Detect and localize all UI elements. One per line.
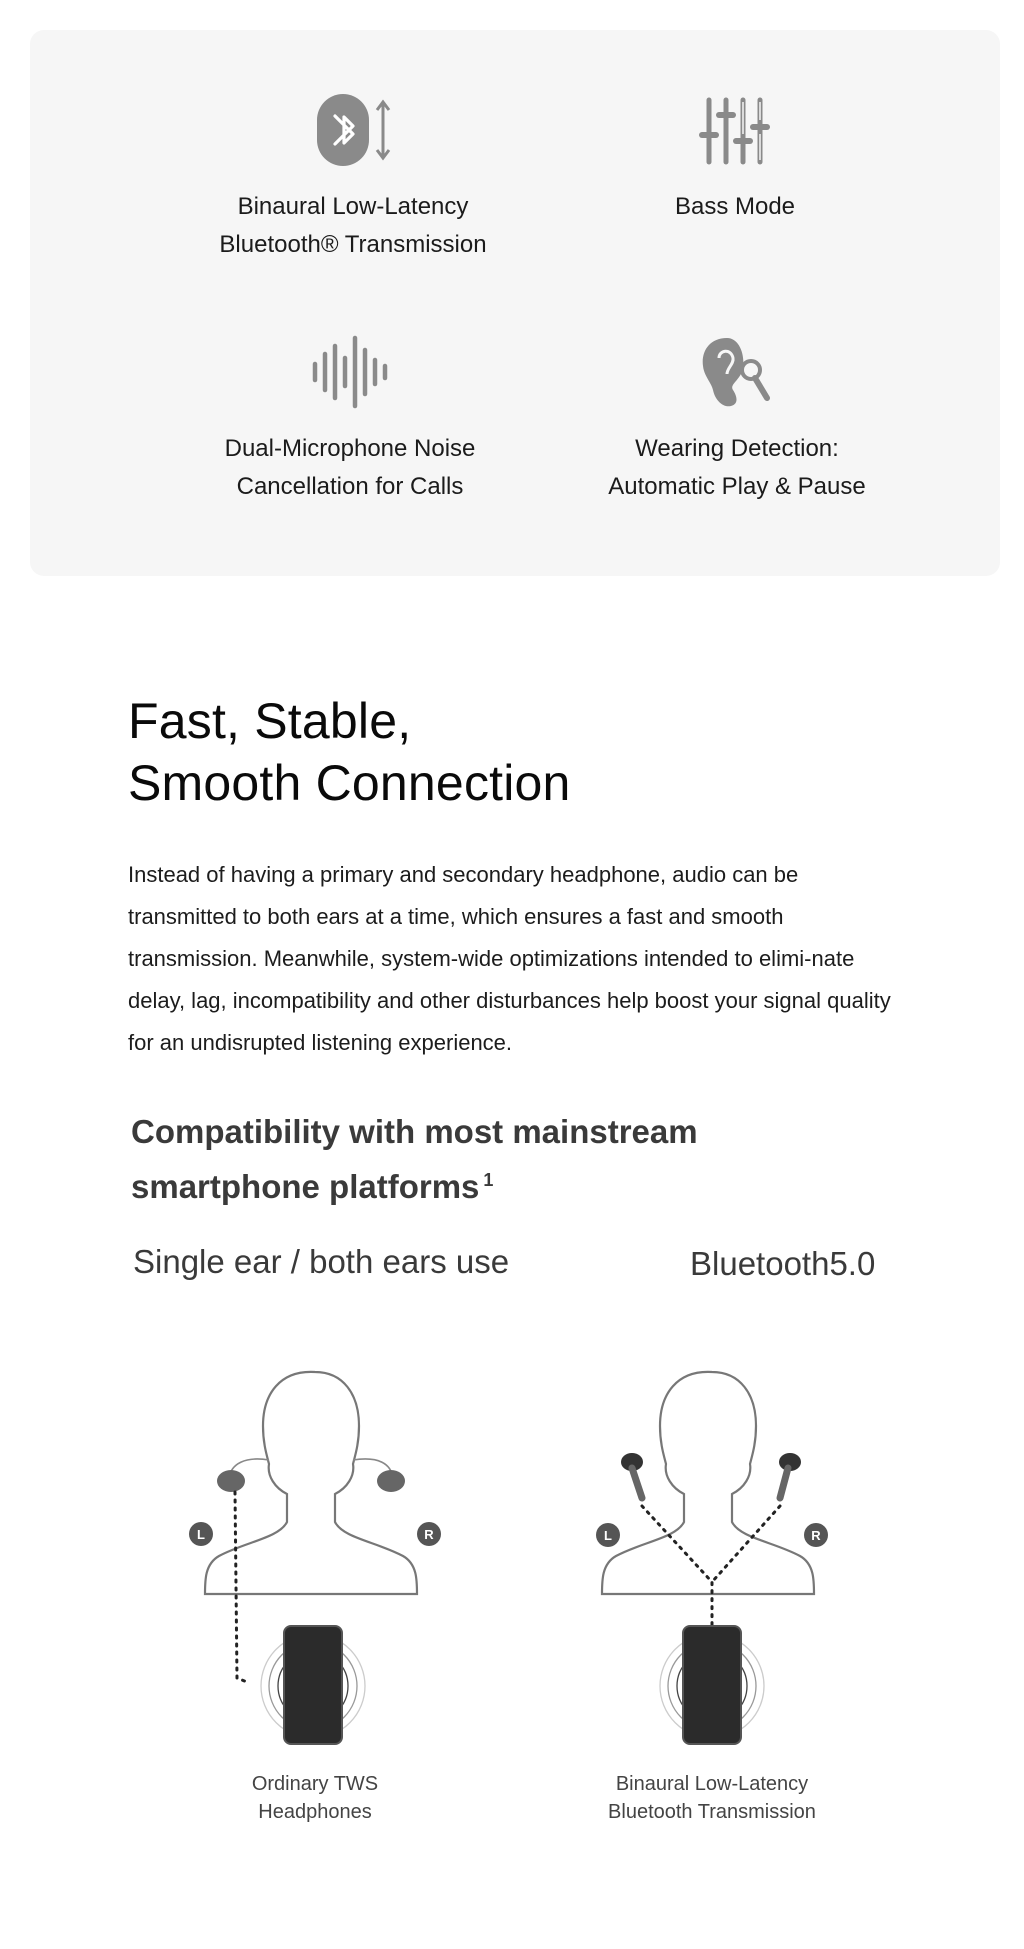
right-earbud bbox=[779, 1453, 801, 1498]
signal-path-left bbox=[642, 1506, 712, 1628]
right-badge bbox=[804, 1523, 828, 1547]
earbud-wires bbox=[229, 1459, 393, 1478]
svg-text:R: R bbox=[424, 1527, 434, 1542]
headline-line1: Fast, Stable, bbox=[128, 693, 412, 749]
compat-line2: smartphone platforms bbox=[131, 1168, 480, 1205]
caption-line1: Ordinary TWS bbox=[251, 1773, 379, 1795]
bluetooth-version-label: Bluetooth5.0 bbox=[690, 1245, 876, 1282]
smartphone bbox=[284, 1626, 342, 1744]
bluetooth-icon bbox=[313, 90, 393, 170]
feature-label-line2: Cancellation for Calls bbox=[236, 473, 464, 500]
feature-dual-mic bbox=[170, 330, 530, 506]
svg-text:R: R bbox=[811, 1528, 821, 1543]
left-earbud bbox=[217, 1470, 245, 1492]
smartphone bbox=[683, 1626, 741, 1744]
signal-path bbox=[235, 1492, 247, 1682]
binaural-diagram bbox=[564, 1360, 864, 1760]
ordinary-tws-diagram bbox=[165, 1360, 465, 1760]
left-badge bbox=[596, 1523, 620, 1547]
caption-line2: Headphones bbox=[258, 1801, 372, 1823]
features-panel bbox=[30, 30, 1000, 576]
feature-label-line1: Wearing Detection: bbox=[635, 435, 839, 462]
feature-label-line2: Bluetooth® Transmission bbox=[219, 231, 487, 258]
caption-line2: Bluetooth Transmission bbox=[608, 1801, 816, 1823]
diagram-caption-ordinary bbox=[165, 1770, 465, 1826]
feature-label-line1: Bass Mode bbox=[674, 193, 796, 220]
compatibility-heading bbox=[131, 1108, 698, 1211]
equalizer-icon bbox=[695, 90, 775, 170]
headline-line2: Smooth Connection bbox=[128, 755, 571, 811]
sound-wave-icon bbox=[309, 332, 391, 412]
svg-text:L: L bbox=[197, 1527, 205, 1542]
section-headline bbox=[128, 690, 571, 814]
feature-wearing-detection bbox=[557, 330, 917, 506]
single-ear-label: Single ear / both ears use bbox=[133, 1243, 510, 1280]
caption-line1: Binaural Low-Latency bbox=[615, 1773, 809, 1795]
ear-detection-icon bbox=[697, 332, 777, 412]
svg-text:L: L bbox=[604, 1528, 612, 1543]
feature-bass-mode bbox=[555, 88, 915, 226]
feature-label-line2: Automatic Play & Pause bbox=[608, 473, 866, 500]
diagram-caption-binaural bbox=[562, 1770, 862, 1826]
left-earbud bbox=[621, 1453, 643, 1498]
footnote-marker: 1 bbox=[483, 1170, 494, 1190]
compat-line1: Compatibility with most mainstream bbox=[131, 1113, 698, 1150]
section-body-text: Instead of having a primary and secondary headphone, audio can be transmitted to both ears at a time, which ensures a fast and smooth transmission. Meanwhile, system-wide optimizations intended to elimi-nate delay, lag, incompatibility and other disturbances help boost your signal quality for an undisrupted listening experience. bbox=[128, 862, 891, 1055]
right-badge bbox=[417, 1522, 441, 1546]
feature-label-line1: Binaural Low-Latency bbox=[237, 193, 469, 220]
right-earbud bbox=[377, 1470, 405, 1492]
left-badge bbox=[189, 1522, 213, 1546]
feature-label-line1: Dual-Microphone Noise bbox=[224, 435, 476, 462]
feature-binaural-bluetooth bbox=[173, 88, 533, 264]
